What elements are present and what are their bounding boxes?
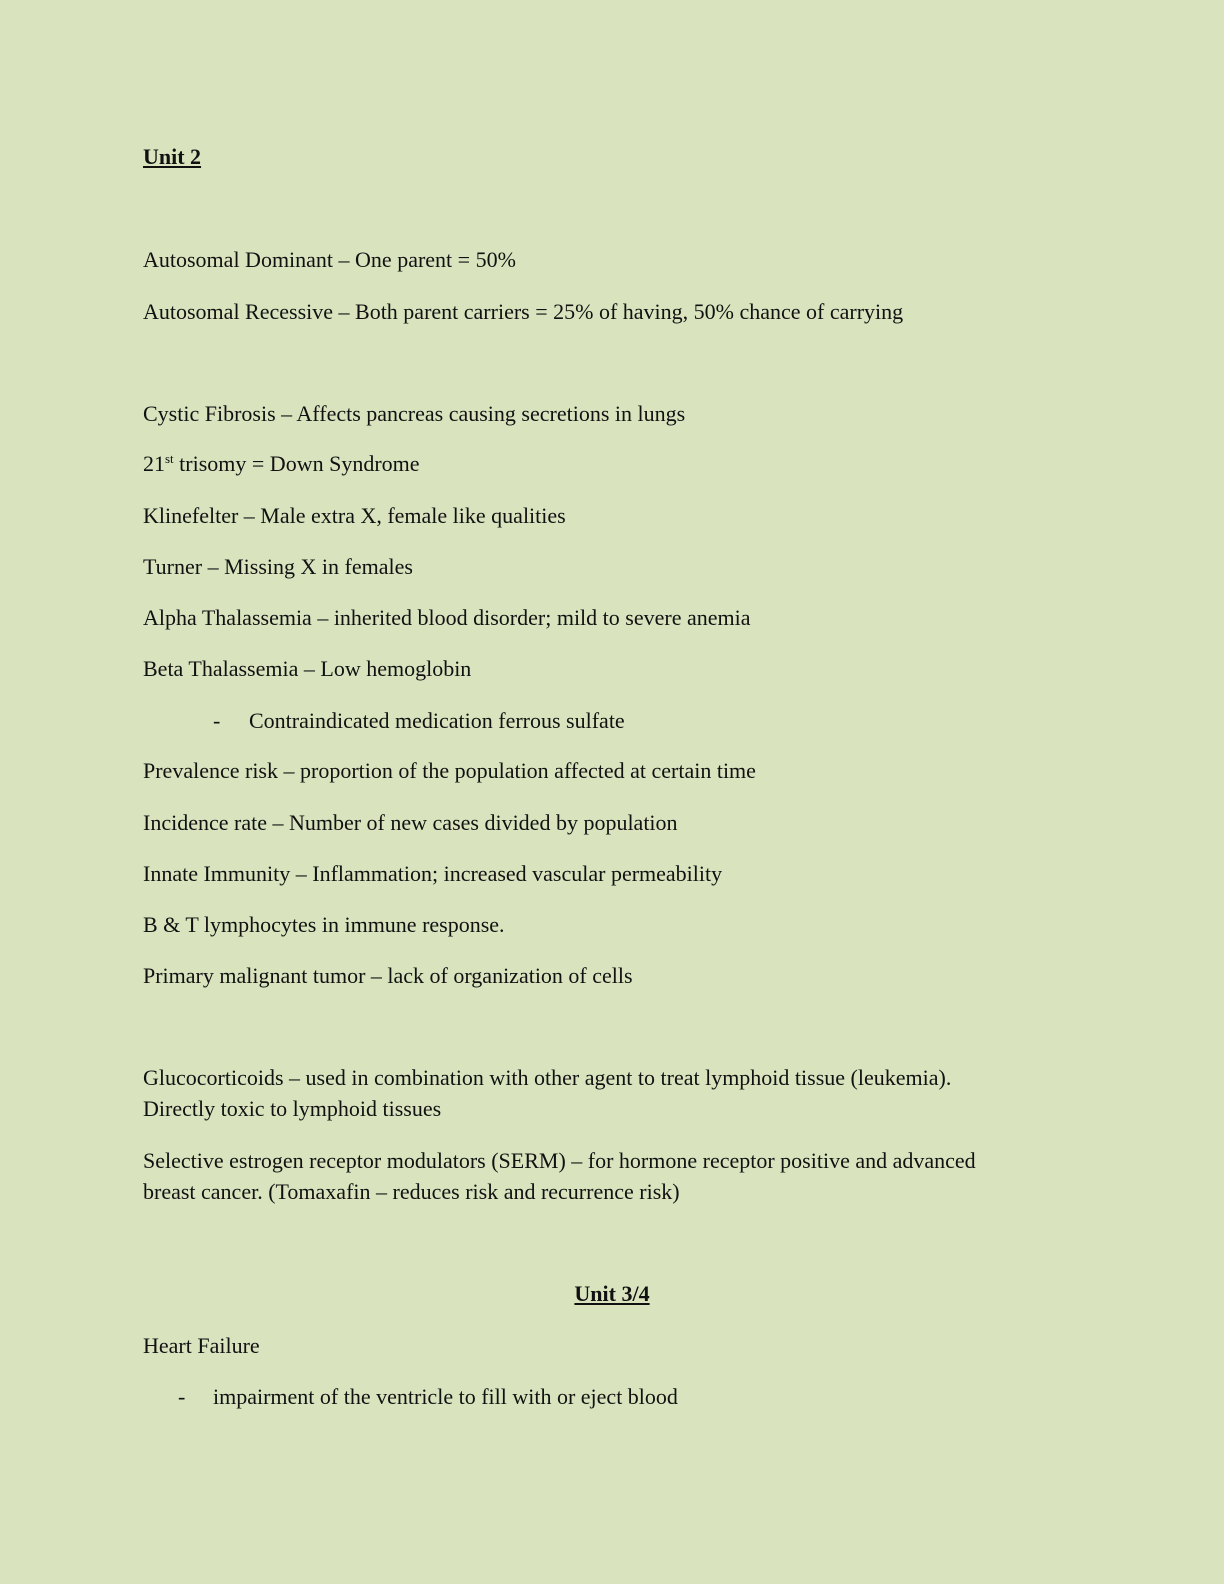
lymphocytes-line: B & T lymphocytes in immune response. <box>143 912 505 937</box>
serm-line-2: breast cancer. (Tomaxafin – reduces risk and recurrence risk) <box>143 1179 680 1204</box>
alpha-thalassemia-line: Alpha Thalassemia – inherited blood disorder; mild to severe anemia <box>143 605 751 630</box>
serm-line-1: Selective estrogen receptor modulators (SERM) – for hormone receptor positive and advanced <box>143 1148 976 1173</box>
primary-tumor-line: Primary malignant tumor – lack of organization of cells <box>143 963 633 988</box>
heart-failure-line: Heart Failure <box>143 1333 260 1358</box>
innate-immunity-line: Innate Immunity – Inflammation; increased vascular permeability <box>143 861 723 886</box>
bullet-dash: - <box>178 1384 186 1409</box>
klinefelter-line: Klinefelter – Male extra X, female like qualities <box>143 503 566 528</box>
cystic-fibrosis-line: Cystic Fibrosis – Affects pancreas causing secretions in lungs <box>143 401 686 426</box>
unit-2-heading: Unit 2 <box>143 144 202 169</box>
incidence-line: Incidence rate – Number of new cases divided by population <box>143 810 678 835</box>
autosomal-recessive-line: Autosomal Recessive – Both parent carriers = 25% of having, 50% chance of carrying <box>143 299 904 324</box>
beta-bullet-text: Contraindicated medication ferrous sulfate <box>249 708 625 733</box>
unit-3-4-heading: Unit 3/4 <box>574 1281 650 1306</box>
glucocorticoids-line-2: Directly toxic to lymphoid tissues <box>143 1096 442 1121</box>
trisomy-superscript: st <box>165 451 174 466</box>
trisomy-number: 21 <box>143 451 165 476</box>
prevalence-line: Prevalence risk – proportion of the population affected at certain time <box>143 758 756 783</box>
trisomy-text: trisomy = Down Syndrome <box>173 451 420 476</box>
heart-bullet-text: impairment of the ventricle to fill with or eject blood <box>213 1384 678 1409</box>
autosomal-dominant-line: Autosomal Dominant – One parent = 50% <box>143 247 516 272</box>
glucocorticoids-line-1: Glucocorticoids – used in combination with other agent to treat lymphoid tissue (leukemia). <box>143 1065 952 1090</box>
beta-thalassemia-line: Beta Thalassemia – Low hemoglobin <box>143 656 472 681</box>
trisomy-line <box>143 452 420 476</box>
bullet-dash: - <box>213 708 221 733</box>
turner-line: Turner – Missing X in females <box>143 554 413 579</box>
